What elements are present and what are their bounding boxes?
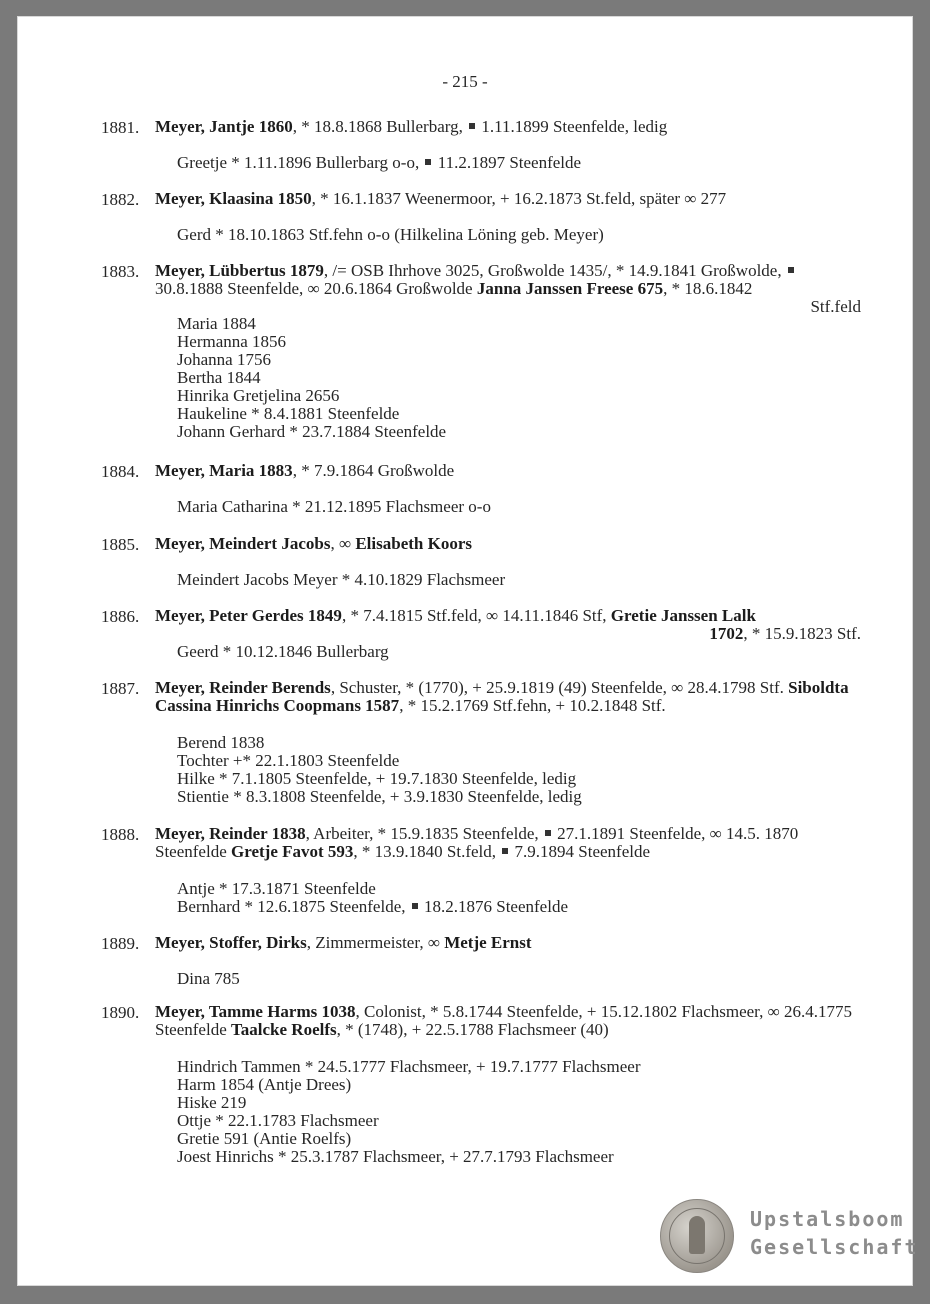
text-run: Haukeline * 8.4.1881 Steenfelde — [177, 404, 400, 423]
bold-name: Siboldta Cassina Hinrichs Coopmans 1587 — [155, 678, 849, 715]
entry-number: 1885. — [101, 535, 140, 554]
entry-heading — [155, 1003, 861, 1039]
text-run: Maria 1884 — [177, 314, 256, 333]
text-run: Greetje * 1.11.1896 Bullerbarg o-o, — [177, 153, 424, 172]
children-list — [177, 643, 389, 661]
child-line — [177, 1058, 640, 1076]
child-line — [177, 226, 604, 244]
seal-figure — [689, 1216, 705, 1254]
text-run: , * 18.8.1868 Bullerbarg, — [292, 117, 468, 136]
text-run: Maria Catharina * 21.12.1895 Flachsmeer o-o — [177, 497, 491, 516]
entry-number: 1884. — [101, 462, 140, 481]
child-line — [177, 752, 582, 770]
text-run: Geerd * 10.12.1846 Bullerbarg — [177, 642, 389, 661]
children-list — [177, 970, 240, 988]
child-line — [177, 571, 505, 589]
child-line — [177, 333, 446, 351]
text-run: , * (1748), + 22.5.1788 Flachsmeer (40) — [336, 1020, 609, 1039]
text-run: Gretie 591 (Antie Roelfs) — [177, 1129, 352, 1148]
text-run: Bernhard * 12.6.1875 Steenfelde, — [177, 897, 410, 916]
bold-name: Gretie Janssen Lalk — [610, 606, 756, 625]
text-run: Johann Gerhard * 23.7.1884 Steenfelde — [177, 422, 447, 441]
entry-number: 1883. — [101, 262, 140, 281]
entry-number: 1887. — [101, 679, 140, 698]
text-run: Hinrika Gretjelina 2656 — [177, 386, 340, 405]
text-run: , * 13.9.1840 St.feld, — [353, 842, 501, 861]
text-run: , Zimmermeister, ∞ — [306, 933, 445, 952]
entry-heading — [155, 462, 861, 480]
bold-name: Meyer, Lübbertus 1879 — [155, 261, 324, 280]
entry-number: 1881. — [101, 118, 140, 137]
children-list — [177, 571, 505, 589]
child-line — [177, 498, 491, 516]
children-list — [177, 315, 446, 441]
text-run: Dina 785 — [177, 969, 240, 988]
text-run: Hilke * 7.1.1805 Steenfelde, + 19.7.1830 Steenfelde, ledig — [177, 769, 577, 788]
children-list — [177, 1058, 640, 1166]
children-list — [177, 498, 491, 516]
entry-heading — [155, 679, 861, 715]
child-line — [177, 1130, 640, 1148]
child-line — [177, 1076, 640, 1094]
entry-number: 1889. — [101, 934, 140, 953]
child-line — [177, 770, 582, 788]
child-line — [177, 369, 446, 387]
child-line — [177, 970, 240, 988]
entry-heading — [155, 118, 861, 136]
text-run: Stientie * 8.3.1808 Steenfelde, + 3.9.1830 Steenfelde, ledig — [177, 787, 582, 806]
bold-name: Meyer, Jantje 1860 — [155, 117, 293, 136]
bold-name: 1702 — [709, 624, 744, 643]
bold-name: Meyer, Reinder 1838 — [155, 824, 306, 843]
seal-icon — [660, 1199, 734, 1273]
bold-name: Meyer, Klaasina 1850 — [155, 189, 312, 208]
bold-name: Meyer, Meindert Jacobs — [155, 534, 331, 553]
bold-name: Janna Janssen Freese 675 — [476, 279, 664, 298]
child-line — [177, 734, 582, 752]
text-run: Meindert Jacobs Meyer * 4.10.1829 Flachsmeer — [177, 570, 506, 589]
text-run: Hindrich Tammen * 24.5.1777 Flachsmeer, + 19.7.1777 Flachsmeer — [177, 1057, 641, 1076]
bold-name: Elisabeth Koors — [355, 534, 472, 553]
text-run: Antje * 17.3.1871 Steenfelde — [177, 879, 376, 898]
children-list — [177, 154, 581, 172]
document-page — [17, 16, 919, 1286]
page-number: - 215 - — [442, 72, 488, 91]
burial-square-icon — [469, 123, 475, 129]
entry-heading — [155, 825, 861, 861]
bold-name: Metje Ernst — [444, 933, 532, 952]
text-run: , * 7.9.1864 Großwolde — [292, 461, 455, 480]
entry-heading — [155, 607, 861, 643]
text-run: , /= OSB Ihrhove 3025, Großwolde 1435/, * 14.9.1841 Großwolde, — [323, 261, 786, 280]
bold-name: Meyer, Tamme Harms 1038 — [155, 1002, 356, 1021]
heading-continuation — [155, 625, 861, 643]
text-run: Joest Hinrichs * 25.3.1787 Flachsmeer, + 27.7.1793 Flachsmeer — [177, 1147, 614, 1166]
child-line — [177, 154, 581, 172]
text-run: , * 16.1.1837 Weenermoor, + 16.2.1873 St.feld, später ∞ 277 — [311, 189, 727, 208]
text-run: 30.8.1888 Steenfelde, ∞ 20.6.1864 Großwolde — [155, 279, 477, 298]
society-logo — [660, 1199, 919, 1275]
logo-line-2: Gesellschaft — [750, 1235, 919, 1259]
entry-number: 1890. — [101, 1003, 140, 1022]
child-line — [177, 351, 446, 369]
child-line — [177, 788, 582, 806]
entry-heading — [155, 190, 861, 208]
bold-name: Meyer, Stoffer, Dirks — [155, 933, 307, 952]
text-run: , Colonist, * 5.8.1744 Steenfelde, + 15.12.1802 Flachsmeer, ∞ 26.4.1775 Steenfelde — [155, 1002, 853, 1039]
child-line — [177, 880, 568, 898]
bold-name: Meyer, Maria 1883 — [155, 461, 293, 480]
child-line — [177, 405, 446, 423]
text-run: , Schuster, * (1770), + 25.9.1819 (49) Steenfelde, ∞ 28.4.1798 Stf. — [330, 678, 789, 697]
entry-number: 1888. — [101, 825, 140, 844]
bold-name: Meyer, Reinder Berends — [155, 678, 331, 697]
children-list — [177, 734, 582, 806]
text-run: , * 7.4.1815 Stf.feld, ∞ 14.11.1846 Stf, — [341, 606, 611, 625]
children-list — [177, 880, 568, 916]
text-run: Johanna 1756 — [177, 350, 271, 369]
heading-continuation: Stf.feld — [810, 297, 861, 316]
entry-number: 1886. — [101, 607, 140, 626]
entry-heading — [155, 262, 861, 316]
logo-line-1: Upstalsboom — [750, 1207, 905, 1231]
child-line — [177, 1094, 640, 1112]
child-line — [177, 423, 446, 441]
text-run: Gerd * 18.10.1863 Stf.fehn o-o (Hilkelina Löning geb. Meyer) — [177, 225, 604, 244]
text-run: 27.1.1891 Steenfelde, ∞ 14.5. 1870 Steenfelde — [155, 824, 799, 861]
text-run: Berend 1838 — [177, 733, 265, 752]
burial-square-icon — [412, 903, 418, 909]
text-run: Harm 1854 (Antje Drees) — [177, 1075, 352, 1094]
text-run: , * 15.9.1823 Stf. — [743, 624, 861, 643]
text-run: , * 18.6.1842 — [663, 279, 753, 298]
text-run: , Arbeiter, * 15.9.1835 Steenfelde, — [305, 824, 543, 843]
child-line — [177, 387, 446, 405]
entry-heading — [155, 535, 861, 553]
entry-heading — [155, 934, 861, 952]
child-line — [177, 315, 446, 333]
child-line — [177, 1112, 640, 1130]
text-run: Bertha 1844 — [177, 368, 261, 387]
text-run: Hiske 219 — [177, 1093, 247, 1112]
text-run: Ottje * 22.1.1783 Flachsmeer — [177, 1111, 379, 1130]
child-line — [177, 898, 568, 916]
text-run: Hermanna 1856 — [177, 332, 287, 351]
text-run: , * 15.2.1769 Stf.fehn, + 10.2.1848 Stf. — [399, 696, 666, 715]
text-run: 11.2.1897 Steenfelde — [433, 153, 582, 172]
text-run: , ∞ — [330, 534, 356, 553]
text-run: 18.2.1876 Steenfelde — [419, 897, 568, 916]
text-run: 1.11.1899 Steenfelde, ledig — [477, 117, 668, 136]
bold-name: Meyer, Peter Gerdes 1849 — [155, 606, 342, 625]
burial-square-icon — [425, 159, 431, 165]
text-run: 7.9.1894 Steenfelde — [510, 842, 651, 861]
child-line — [177, 1148, 640, 1166]
text-run: Tochter +* 22.1.1803 Steenfelde — [177, 751, 400, 770]
burial-square-icon — [788, 267, 794, 273]
child-line — [177, 643, 389, 661]
burial-square-icon — [502, 848, 508, 854]
bold-name: Taalcke Roelfs — [231, 1020, 337, 1039]
bold-name: Gretje Favot 593 — [231, 842, 354, 861]
entry-number: 1882. — [101, 190, 140, 209]
children-list — [177, 226, 604, 244]
burial-square-icon — [545, 830, 551, 836]
